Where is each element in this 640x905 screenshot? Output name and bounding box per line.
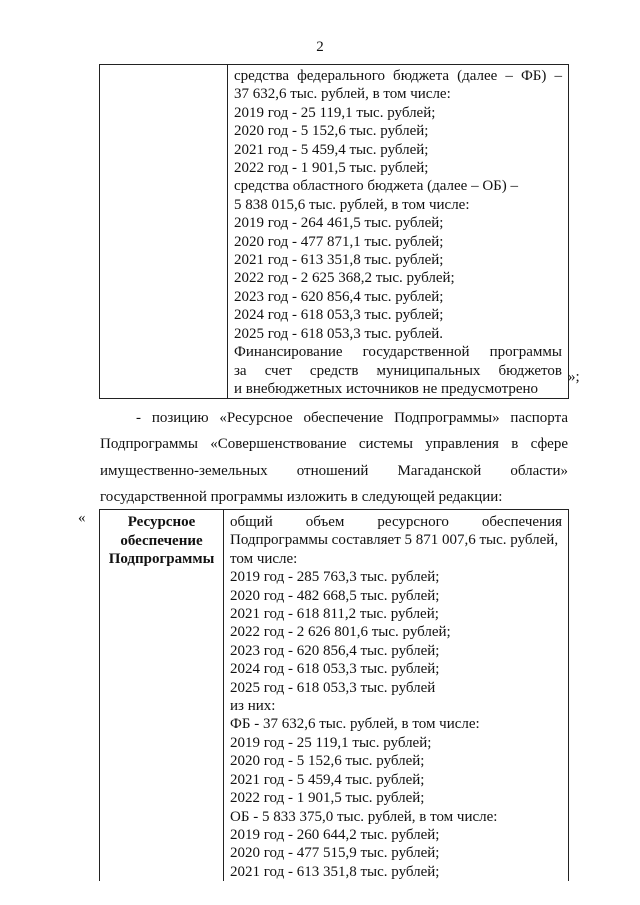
resource-provision-table bbox=[99, 509, 569, 881]
text-line: 2022 год - 1 901,5 тыс. рублей; bbox=[230, 790, 425, 807]
funding-table-continued bbox=[99, 64, 569, 399]
text-line: 2021 год - 618 811,2 тыс. рублей; bbox=[230, 606, 439, 623]
text-line: средства федерального бюджета (далее – ФБ) – bbox=[234, 68, 562, 84]
text-line: 2019 год - 285 763,3 тыс. рублей; bbox=[230, 569, 440, 586]
paragraph-line: - позицию «Ресурсное обеспечение Подпрограммы» паспорта bbox=[136, 410, 568, 426]
text-line: за счет средств муниципальных бюджетов bbox=[234, 362, 562, 379]
text-line: 2023 год - 620 856,4 тыс. рублей; bbox=[230, 642, 440, 659]
text-line: 2021 год - 613 351,8 тыс. рублей; bbox=[234, 252, 444, 269]
text-line: том числе: bbox=[230, 550, 298, 567]
text-line: из них: bbox=[230, 698, 276, 715]
heading-line: Ресурсное bbox=[127, 514, 196, 530]
text-line: 5 838 015,6 тыс. рублей, в том числе: bbox=[234, 196, 470, 213]
text-line: 2022 год - 1 901,5 тыс. рублей; bbox=[234, 160, 429, 177]
text-line: 2019 год - 25 119,1 тыс. рублей; bbox=[230, 734, 432, 751]
text-line: Финансирование государственной программы bbox=[234, 344, 562, 361]
table-right-cell bbox=[228, 65, 569, 399]
text-line: 2020 год - 477 871,1 тыс. рублей; bbox=[234, 233, 444, 250]
table-left-cell-empty bbox=[100, 65, 228, 399]
text-line: ФБ - 37 632,6 тыс. рублей, в том числе: bbox=[230, 716, 480, 733]
heading-line: Подпрограммы bbox=[108, 551, 215, 567]
paragraph-line: Подпрограммы «Совершенствование системы управления в сфере bbox=[100, 436, 568, 453]
text-line: 2019 год - 260 644,2 тыс. рублей; bbox=[230, 826, 440, 843]
text-line: 2022 год - 2 626 801,6 тыс. рублей; bbox=[230, 624, 451, 641]
text-line: 2021 год - 5 459,4 тыс. рублей; bbox=[234, 141, 429, 158]
text-line: 2021 год - 5 459,4 тыс. рублей; bbox=[230, 771, 425, 788]
text-line: общий объем ресурсного обеспечения bbox=[230, 514, 562, 530]
text-line: 2021 год - 613 351,8 тыс. рублей; bbox=[230, 863, 440, 880]
table-heading-cell bbox=[100, 510, 224, 882]
text-line: 2020 год - 5 152,6 тыс. рублей; bbox=[230, 753, 425, 770]
text-line: и внебюджетных источников не предусмотрено bbox=[234, 380, 539, 397]
text-line: средства областного бюджета (далее – ОБ) – bbox=[234, 178, 519, 195]
paragraph-line: государственной программы изложить в следующей редакции: bbox=[100, 488, 503, 505]
text-line: 2025 год - 618 053,3 тыс. рублей bbox=[230, 679, 436, 696]
closing-quote: »; bbox=[568, 369, 580, 385]
table-right-cell bbox=[224, 510, 569, 882]
paragraph-line: имущественно-земельных отношений Магаданской области» bbox=[100, 462, 568, 479]
text-line: 2025 год - 618 053,3 тыс. рублей. bbox=[234, 325, 444, 342]
opening-quote: « bbox=[78, 510, 86, 526]
text-line: 2024 год - 618 053,3 тыс. рублей; bbox=[230, 661, 440, 678]
amendment-paragraph bbox=[100, 405, 568, 510]
page-number: 2 bbox=[316, 39, 324, 55]
text-line: 2024 год - 618 053,3 тыс. рублей; bbox=[234, 307, 444, 324]
text-line: 37 632,6 тыс. рублей, в том числе: bbox=[234, 86, 451, 103]
text-line: 2020 год - 482 668,5 тыс. рублей; bbox=[230, 587, 440, 604]
heading-line: обеспечение bbox=[120, 532, 203, 549]
text-line: 2019 год - 25 119,1 тыс. рублей; bbox=[234, 104, 436, 121]
text-line: 2020 год - 477 515,9 тыс. рублей; bbox=[230, 845, 440, 862]
text-line: 2019 год - 264 461,5 тыс. рублей; bbox=[234, 215, 444, 232]
text-line: 2022 год - 2 625 368,2 тыс. рублей; bbox=[234, 270, 455, 287]
text-line: Подпрограммы составляет 5 871 007,6 тыс. рублей, bbox=[230, 532, 559, 549]
text-line: 2023 год - 620 856,4 тыс. рублей; bbox=[234, 288, 444, 305]
text-line: ОБ - 5 833 375,0 тыс. рублей, в том числе: bbox=[230, 808, 498, 825]
text-line: 2020 год - 5 152,6 тыс. рублей; bbox=[234, 123, 429, 140]
